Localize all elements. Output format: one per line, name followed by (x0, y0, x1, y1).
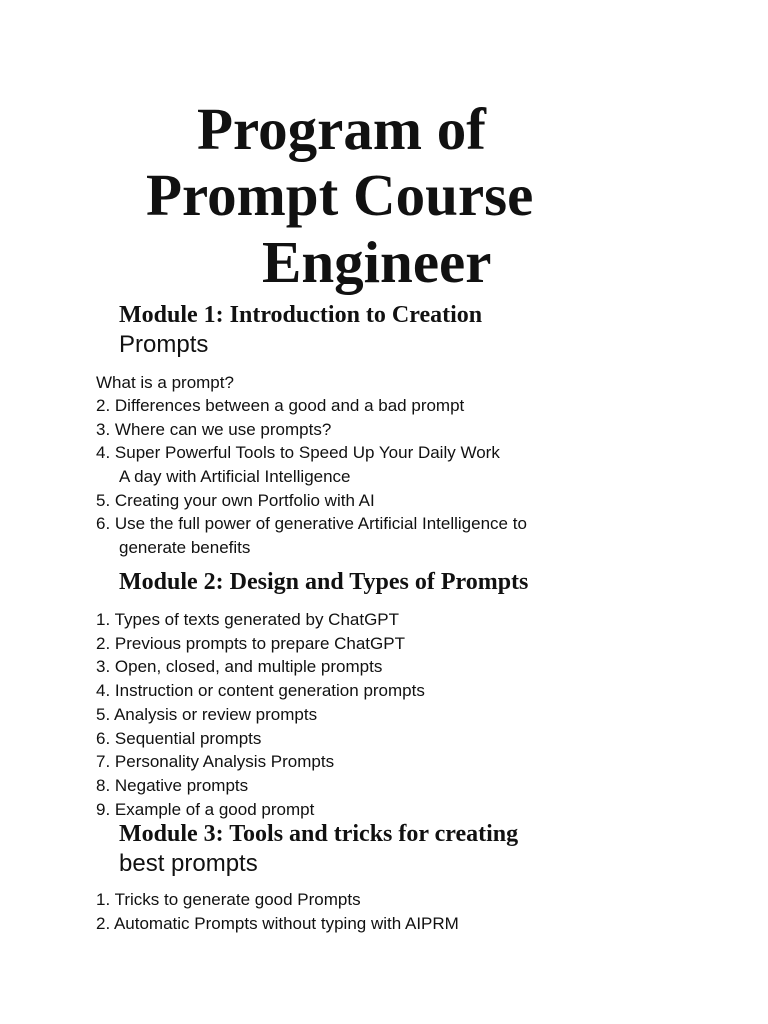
module-2-item: 1. Types of texts generated by ChatGPT (96, 610, 400, 629)
module-2-item: 2. Previous prompts to prepare ChatGPT (96, 634, 405, 653)
module-2-item: 4. Instruction or content generation prompts (96, 681, 425, 700)
module-1-item: generate benefits (119, 538, 251, 557)
module-3-heading: Module 3: Tools and tricks for creating (119, 821, 519, 847)
document-title-line-1: Program of (197, 96, 486, 162)
document-title-line-2: Prompt Course (146, 162, 534, 228)
module-2-item: 5. Analysis or review prompts (96, 705, 318, 724)
module-2-item: 3. Open, closed, and multiple prompts (96, 657, 383, 676)
module-1-item: 6. Use the full power of generative Artificial Intelligence to (96, 514, 527, 533)
module-1-heading: Module 1: Introduction to Creation (119, 302, 483, 328)
module-1-item: 5. Creating your own Portfolio with AI (96, 491, 375, 510)
module-1-item: 4. Super Powerful Tools to Speed Up Your Daily Work (96, 443, 500, 462)
document-title-line-3: Engineer (262, 229, 492, 295)
module-1-item: A day with Artificial Intelligence (119, 467, 351, 486)
module-2-item: 9. Example of a good prompt (96, 800, 315, 819)
module-1-subheading: Prompts (119, 331, 209, 358)
module-2-item: 6. Sequential prompts (96, 729, 262, 748)
module-1-item: 3. Where can we use prompts? (96, 420, 332, 439)
module-1-item: What is a prompt? (96, 373, 234, 392)
module-3-item: 1. Tricks to generate good Prompts (96, 890, 361, 909)
module-2-item: 8. Negative prompts (96, 776, 249, 795)
module-1-item: 2. Differences between a good and a bad prompt (96, 396, 465, 415)
module-2-item: 7. Personality Analysis Prompts (96, 752, 335, 771)
module-3-item: 2. Automatic Prompts without typing with AIPRM (96, 914, 459, 933)
module-3-subheading: best prompts (119, 850, 258, 877)
module-2-heading: Module 2: Design and Types of Prompts (119, 569, 529, 595)
